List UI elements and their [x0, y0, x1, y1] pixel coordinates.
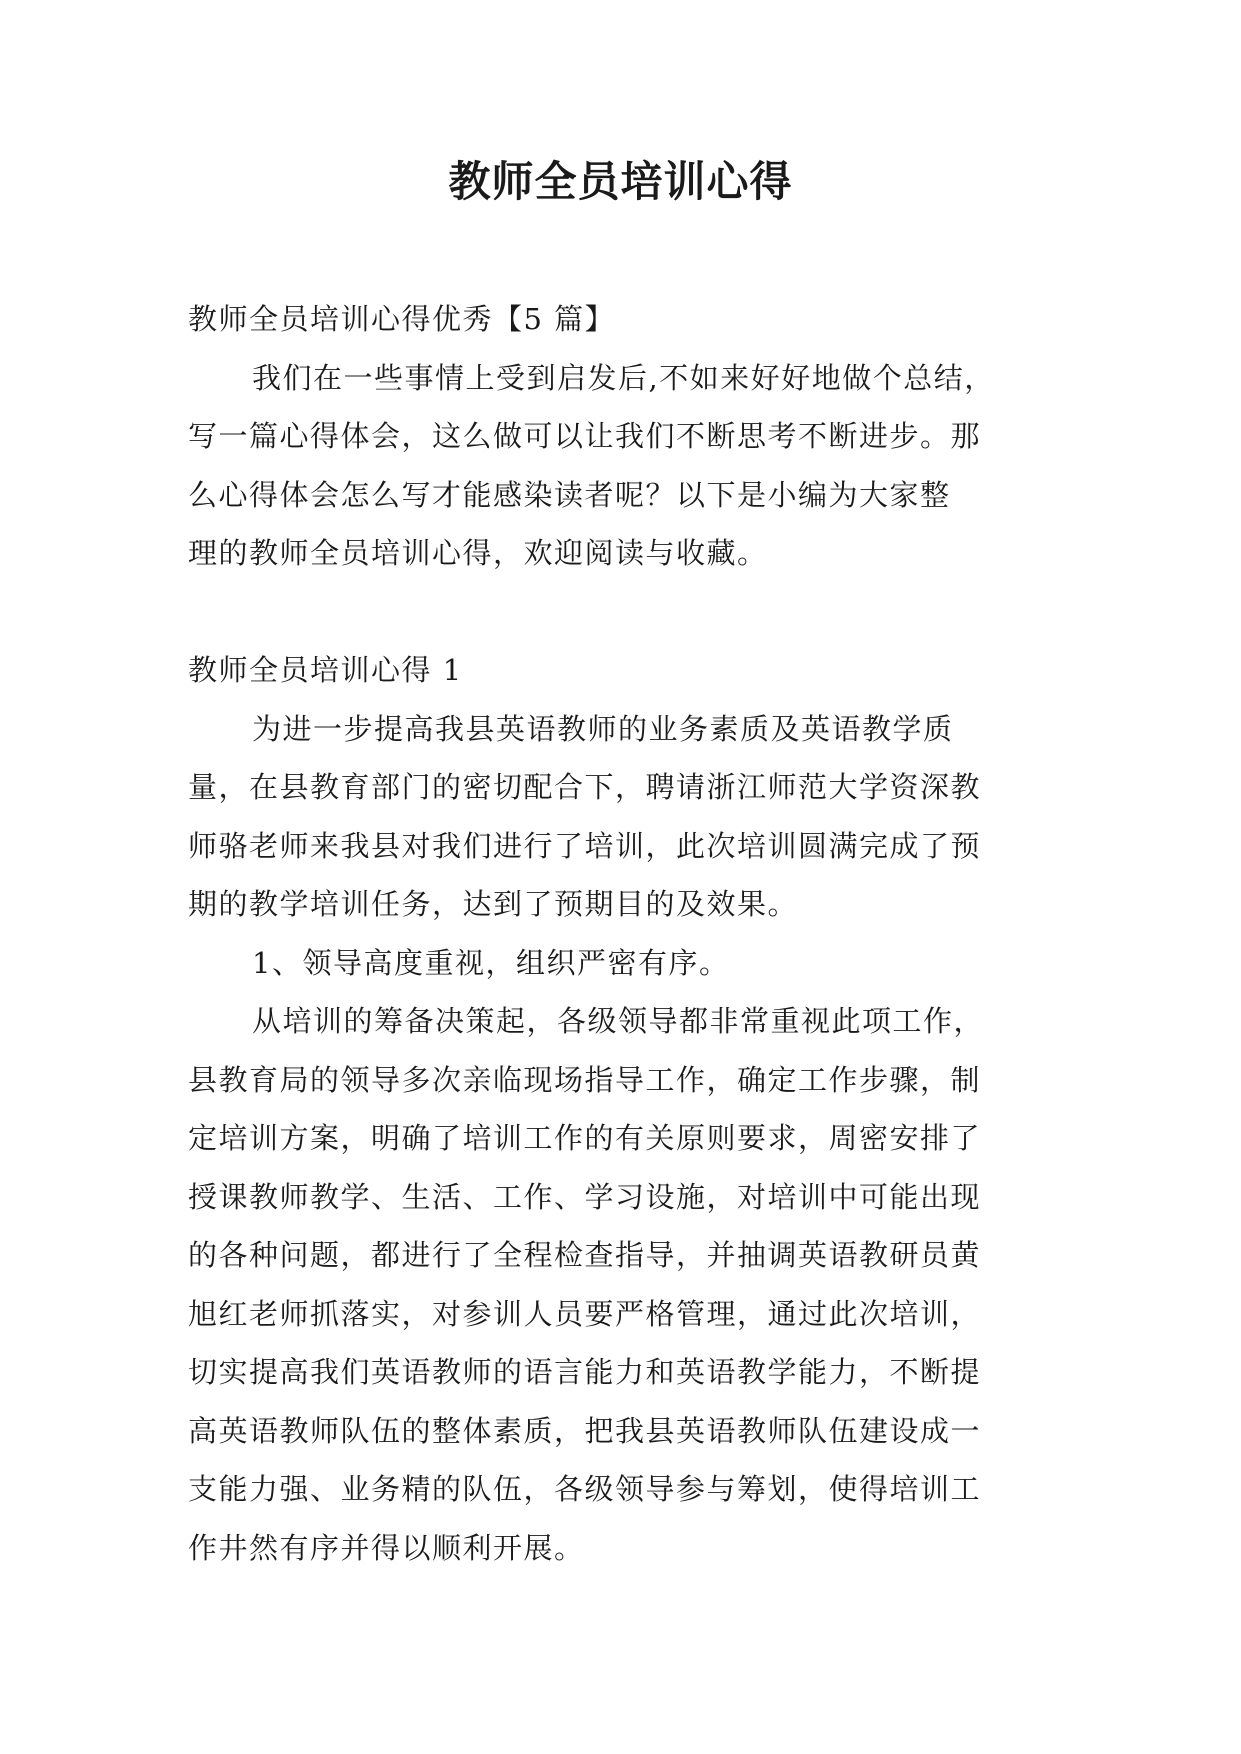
paragraph-line: 授课教师教学、生活、工作、学习设施，对培训中可能出现: [188, 1179, 982, 1214]
paragraph-line: 写一篇心得体会，这么做可以让我们不断思考不断进步。那: [188, 419, 982, 453]
document-subtitle: 教师全员培训心得优秀【5 篇】: [188, 302, 616, 336]
document-body: [188, 290, 1056, 1577]
paragraph-line: 定培训方案，明确了培训工作的有关原则要求，周密安排了: [188, 1121, 982, 1155]
document-title: 教师全员培训心得: [448, 157, 793, 206]
blank-line: [188, 583, 1056, 642]
paragraph-line: 么心得体会怎么写才能感染读者呢？以下是小编为大家整: [188, 477, 951, 512]
section-heading: 教师全员培训心得 1: [188, 653, 463, 687]
paragraph-line: 作井然有序并得以顺利开展。: [188, 1530, 585, 1565]
paragraph-line: 的各种问题，都进行了全程检查指导，并抽调英语教研员黄: [188, 1238, 982, 1272]
paragraph-line: 我们在一些事情上受到启发后,不如来好好地做个总结，: [252, 360, 995, 395]
paragraph-line: 量，在县教育部门的密切配合下，聘请浙江师范大学资深教: [188, 770, 982, 804]
paragraph-line: 期的教学培训任务，达到了预期目的及效果。: [188, 887, 799, 921]
paragraph-line: 从培训的筹备决策起，各级领导都非常重视此项工作，: [252, 1004, 985, 1038]
paragraph-line: 旭红老师抓落实，对参训人员要严格管理，通过此次培训，: [188, 1296, 982, 1331]
paragraph-line: 支能力强、业务精的队伍，各级领导参与筹划，使得培训工: [188, 1472, 982, 1506]
paragraph-line: 县教育局的领导多次亲临现场指导工作，确定工作步骤，制: [188, 1062, 982, 1097]
section-paragraph: [188, 992, 1056, 1577]
paragraph-line: 为进一步提高我县英语教师的业务素质及英语教学质: [252, 711, 954, 746]
paragraph-line: 师骆老师来我县对我们进行了培训，此次培训圆满完成了预: [188, 828, 982, 863]
numbered-point: 1、领导高度重视，组织严密有序。: [252, 945, 730, 980]
paragraph-line: 高英语教师队伍的整体素质，把我县英语教师队伍建设成一: [188, 1413, 982, 1448]
intro-paragraph: [188, 349, 1056, 583]
section-paragraph: [188, 700, 1056, 934]
paragraph-line: 切实提高我们英语教师的语言能力和英语教学能力，不断提: [188, 1355, 982, 1389]
paragraph-line: 理的教师全员培训心得，欢迎阅读与收藏。: [188, 536, 768, 570]
